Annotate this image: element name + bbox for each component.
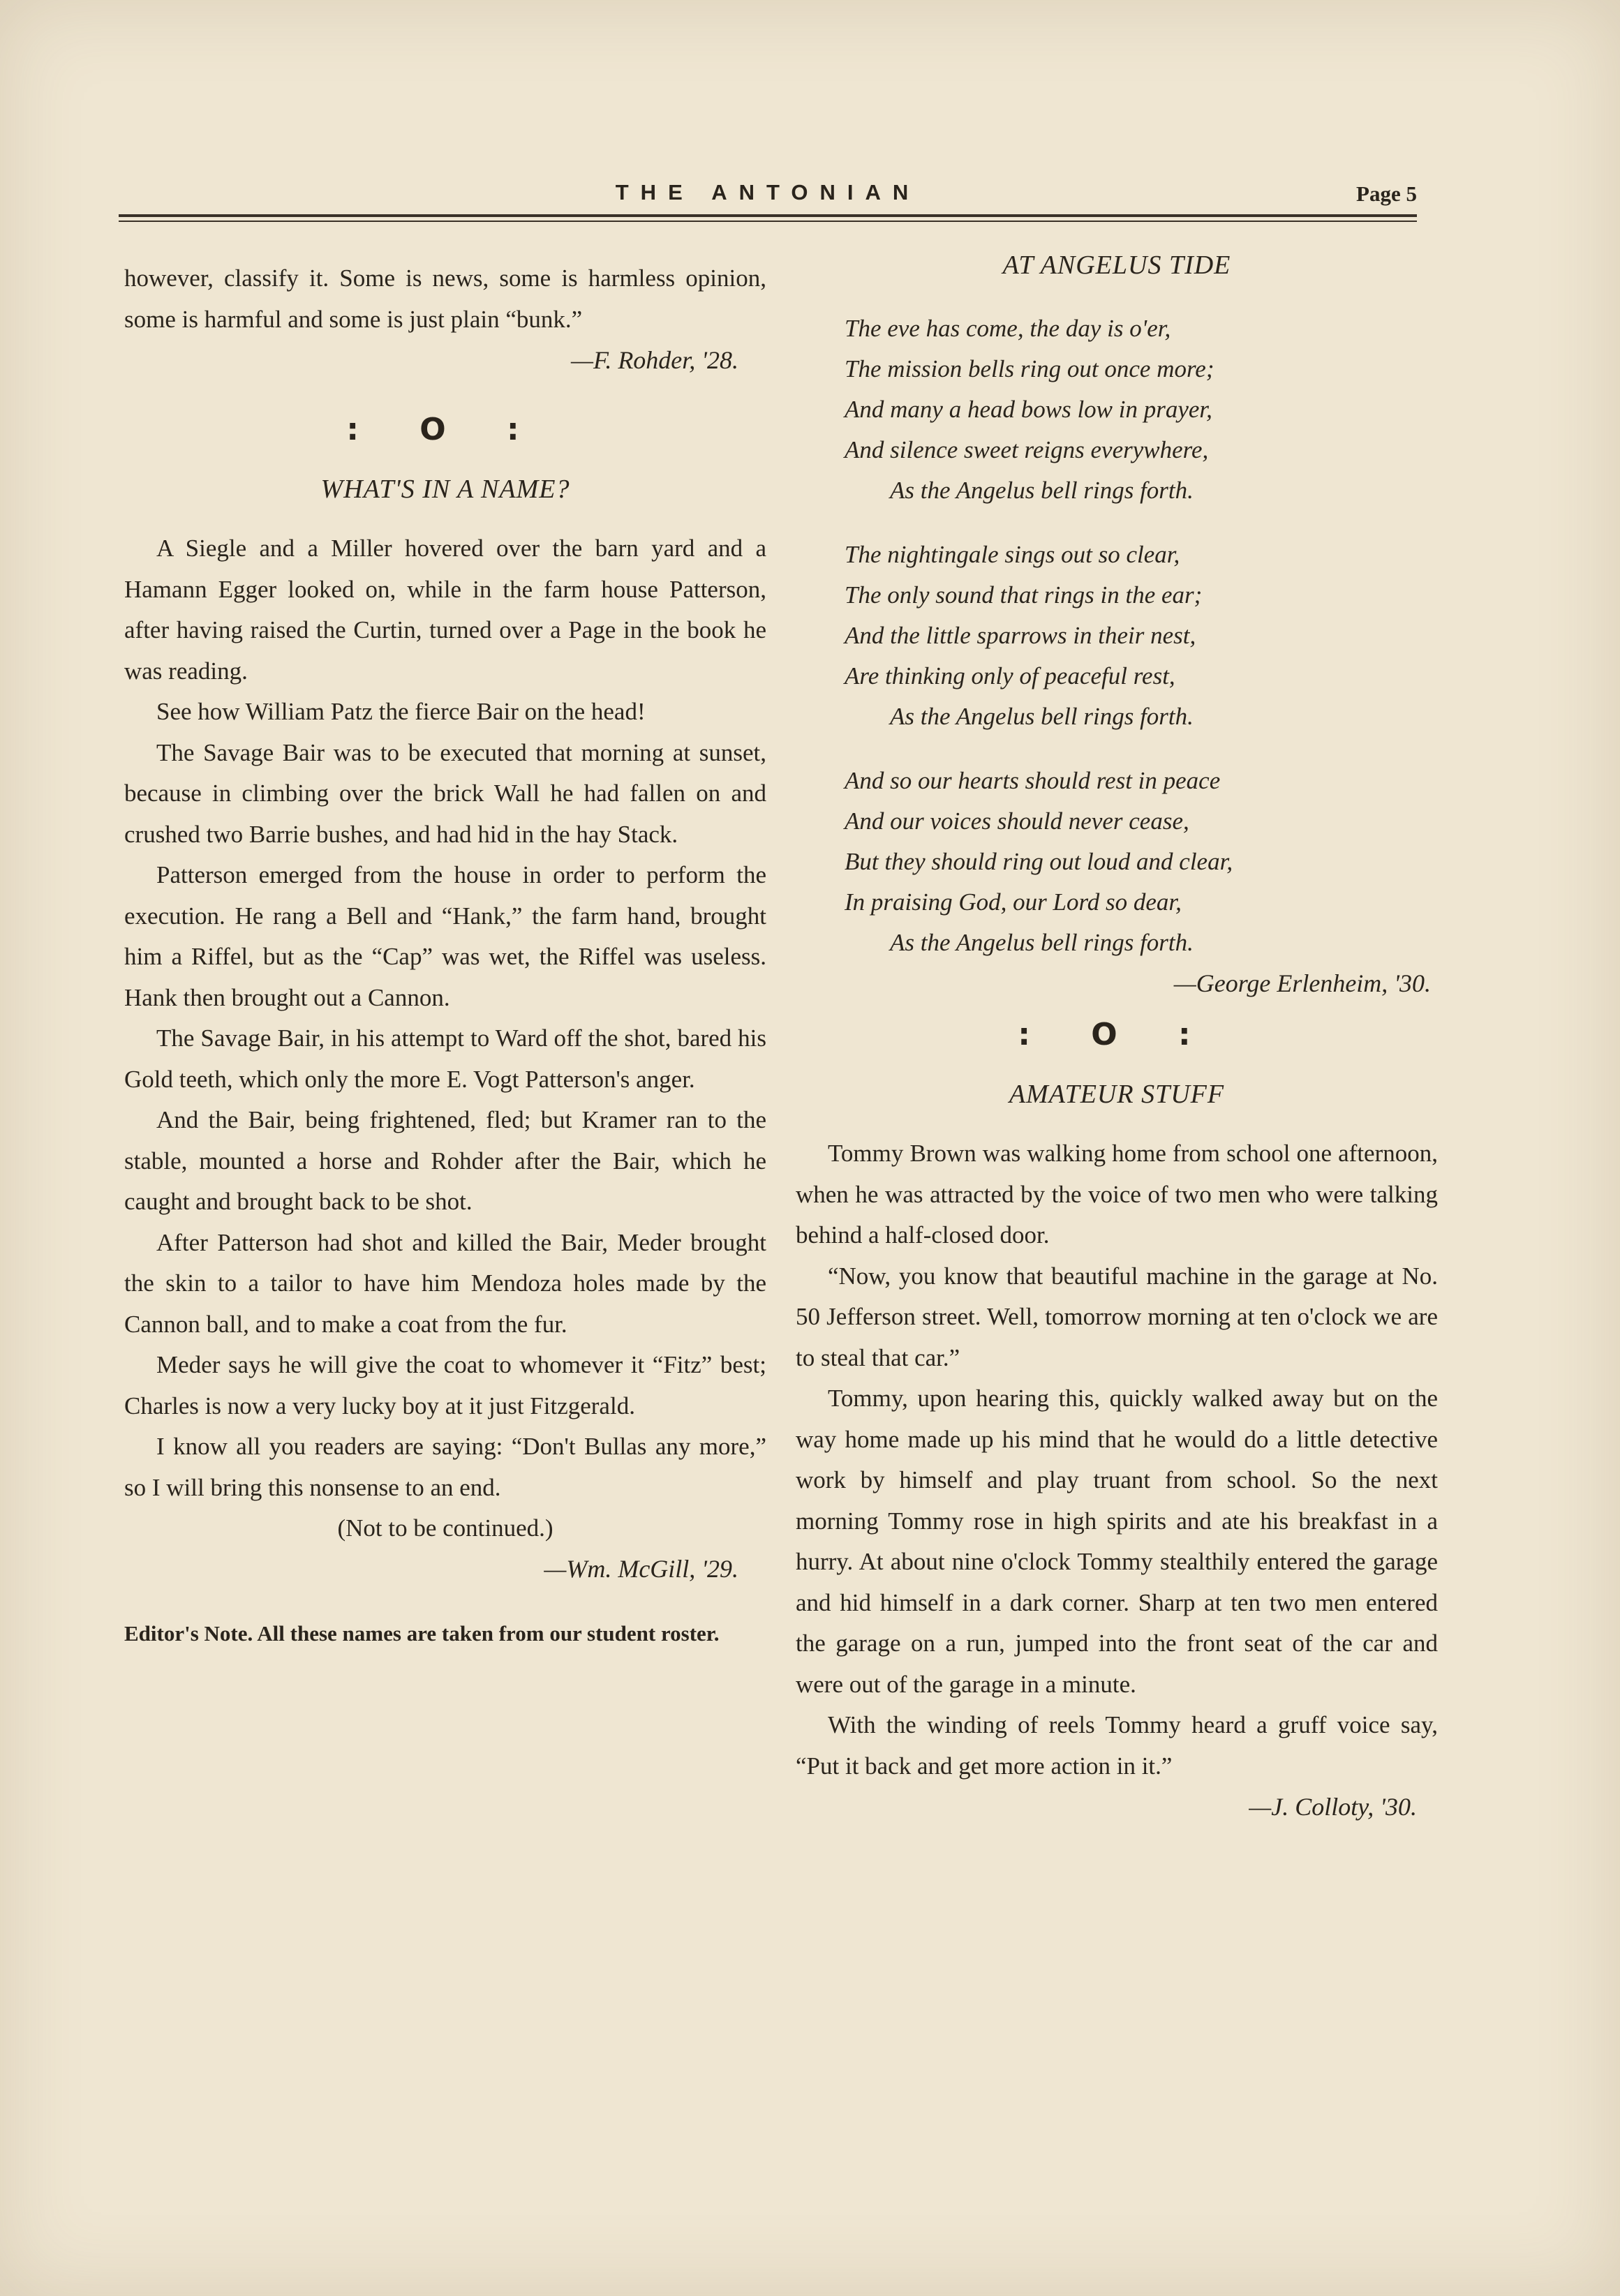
- poem-line: But they should ring out loud and clear,: [845, 848, 1233, 875]
- page-number: Page 5: [1356, 181, 1417, 206]
- article-paragraph: A Siegle and a Miller hovered over the barn yard and a Hamann Egger looked on, while in the farm house Patterson, after having raised the Curtin, turned over a Page in the book he was reading.: [124, 535, 766, 685]
- carryover-signature: —F. Rohder, '28.: [570, 346, 738, 374]
- poem-line: The eve has come, the day is o'er,: [845, 315, 1171, 342]
- header-rule-thick: [119, 214, 1417, 217]
- article-heading-amateur-stuff: AMATEUR STUFF: [1009, 1080, 1225, 1109]
- poem-refrain: As the Angelus bell rings forth.: [890, 477, 1194, 504]
- poem-line: And many a head bows low in prayer,: [845, 396, 1212, 423]
- poem-refrain: As the Angelus bell rings forth.: [890, 929, 1194, 956]
- article-paragraph: The Savage Bair was to be executed that morning at sunset, because in climbing over the brick Wall he had fallen on and crushed two Barrie bushes, and had hid in the hay Stack.: [124, 738, 766, 848]
- editor-note: Editor's Note. All these names are taken from our student roster.: [124, 1621, 720, 1646]
- article-heading-whats-in-a-name: WHAT'S IN A NAME?: [320, 475, 570, 504]
- right-column: [796, 251, 1438, 1827]
- article-paragraph: Patterson emerged from the house in order to perform the execution. He rang a Bell and “Hank,” the farm hand, brought him a Riffel, but as the “Cap” was wet, the Riffel was useless. Hank then brought out a Cannon.: [124, 861, 766, 1011]
- newspaper-title: THE ANTONIAN: [615, 180, 921, 204]
- article-paragraph: After Patterson had shot and killed the Bair, Meder brought the skin to a tailor to have him Mendoza holes made by the Cannon ball, and to make a coat from the fur.: [124, 1228, 766, 1338]
- left-column: [124, 258, 766, 1676]
- article-paragraph: And the Bair, being frightened, fled; but Kramer ran to the stable, mounted a horse and Rohder after the Bair, which he caught and brought back to be shot.: [124, 1106, 766, 1215]
- article-signature: —J. Colloty, '30.: [1249, 1793, 1417, 1821]
- poem-line: The only sound that rings in the ear;: [845, 581, 1203, 609]
- article-paragraph: I know all you readers are saying: “Don't Bullas any more,” so I will bring this nonsense to an end.: [124, 1433, 766, 1501]
- article-paragraph: The Savage Bair, in his attempt to Ward off the shot, bared his Gold teeth, which only the more E. Vogt Patterson's anger.: [124, 1024, 766, 1093]
- poem-line: And so our hearts should rest in peace: [845, 767, 1221, 794]
- article-paragraph: With the winding of reels Tommy heard a gruff voice say, “Put it back and get more action in it.”: [796, 1711, 1438, 1780]
- poem-line: And silence sweet reigns everywhere,: [845, 436, 1209, 463]
- poem-line: And the little sparrows in their nest,: [845, 622, 1196, 649]
- section-separator: : O :: [346, 412, 544, 447]
- article-signature: —Wm. McGill, '29.: [544, 1555, 738, 1583]
- article-paragraph: Tommy, upon hearing this, quickly walked away but on the way home made up his mind that he would do a little detective work by himself and play truant from school. So the next morning Tommy rose in high spirits and ate his breakfast in a hurry. At about nine o'clock Tommy stealthily entered the garage and hid himself in a dark corner. Sharp at ten two men entered the garage on a run, jumped into the front seat of the car and were out of the garage in a minute.: [796, 1385, 1438, 1698]
- article-paragraph: Meder says he will give the coat to whomever it “Fitz” best; Charles is now a very lucky boy at it just Fitzgerald.: [124, 1351, 766, 1419]
- poem-line: The nightingale sings out so clear,: [845, 541, 1180, 568]
- article-paragraph: “Now, you know that beautiful machine in the garage at No. 50 Jefferson street. Well, tomorrow morning at ten o'clock we are to steal that car.”: [796, 1262, 1438, 1371]
- masthead: [119, 180, 1417, 208]
- poem-line: And our voices should never cease,: [845, 807, 1189, 835]
- poem-stanza: [796, 761, 1438, 963]
- poem-signature: —George Erlenheim, '30.: [1173, 969, 1431, 997]
- article-paragraph: Tommy Brown was walking home from school one afternoon, when he was attracted by the voice of two men who were talking behind a half-closed door.: [796, 1140, 1438, 1248]
- carryover-text: however, classify it. Some is news, some is harmless opinion, some is harmful and some is just plain “bunk.”: [124, 264, 766, 333]
- poem-line: Are thinking only of peaceful rest,: [845, 662, 1175, 689]
- poem-title: AT ANGELUS TIDE: [1002, 251, 1231, 280]
- header-rule-thin: [119, 221, 1417, 222]
- not-continued-note: (Not to be continued.): [337, 1514, 553, 1542]
- poem-line: The mission bells ring out once more;: [845, 355, 1214, 382]
- poem-refrain: As the Angelus bell rings forth.: [890, 703, 1194, 730]
- poem-stanza: [796, 535, 1438, 737]
- poem-stanza: [796, 308, 1438, 511]
- poem-line: In praising God, our Lord so dear,: [845, 888, 1182, 916]
- section-separator: : O :: [1018, 1017, 1216, 1052]
- article-paragraph: See how William Patz the fierce Bair on the head!: [156, 698, 646, 725]
